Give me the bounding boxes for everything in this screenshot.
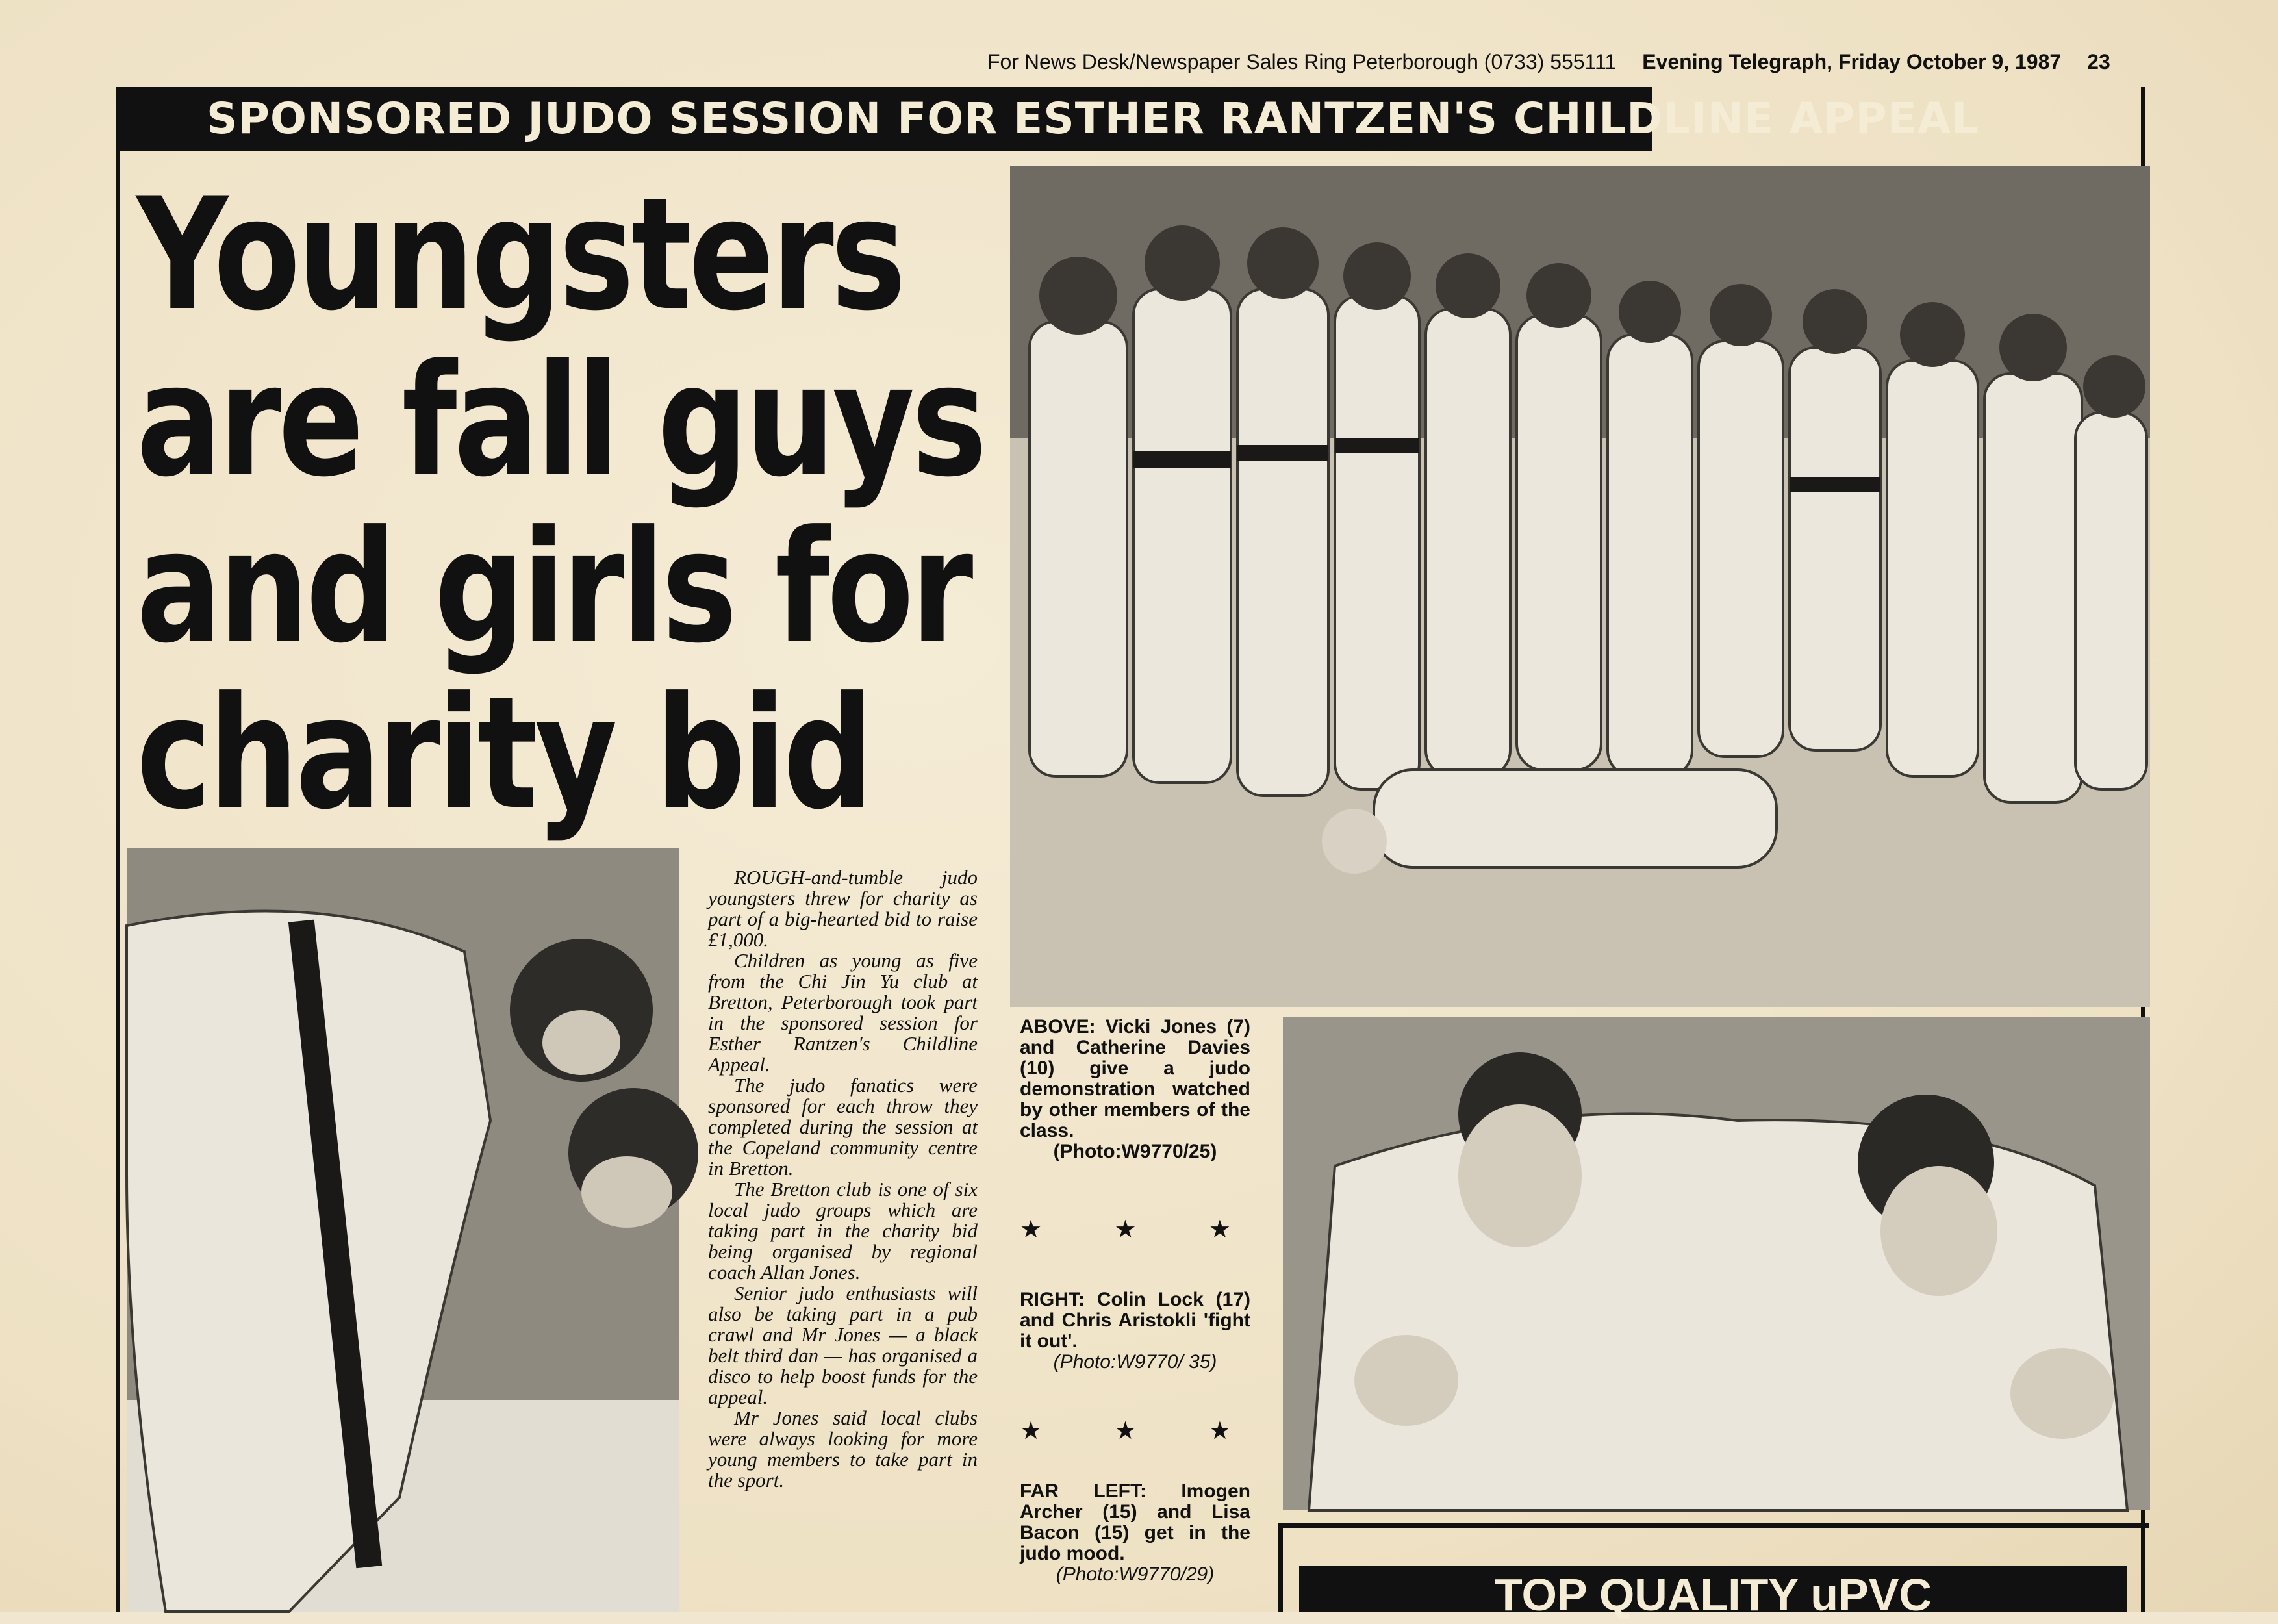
- caption-above-credit: (Photo:W9770/25): [1053, 1141, 1217, 1162]
- headline-line-3: and girls for: [136, 498, 970, 678]
- star-icon: ★: [1114, 1216, 1137, 1243]
- sales-line: For News Desk/Newspaper Sales Ring Peterborough (0733) 555111: [987, 49, 1617, 73]
- star-icon: ★: [1114, 1417, 1137, 1445]
- far-left-judo-photo-art: [127, 848, 679, 1612]
- caption-above-text: ABOVE: Vicki Jones (7) and Catherine Davies (10) give a judo demonstration watched by other members of the class.: [1020, 1016, 1250, 1141]
- right-judo-photo-art: [1283, 1017, 2150, 1510]
- page-number: 23: [2087, 49, 2110, 73]
- article-body: [708, 867, 978, 1608]
- caption-right: [1020, 1289, 1250, 1373]
- caption-right-text: RIGHT: Colin Lock (17) and Chris Aristokli 'fight it out'.: [1020, 1289, 1250, 1352]
- far-left-judo-photo: [127, 848, 679, 1612]
- right-judo-photo: [1283, 1017, 2150, 1510]
- article-paragraph: ROUGH-and-tumble judo youngsters threw for charity as part of a big-hearted bid to raise £1,000.: [708, 866, 978, 951]
- caption-far-left: [1020, 1481, 1250, 1585]
- headline: [136, 165, 984, 844]
- star-icon: ★: [1208, 1216, 1231, 1243]
- star-icon: ★: [1208, 1417, 1231, 1445]
- caption-right-credit: (Photo:W9770/ 35): [1053, 1351, 1217, 1373]
- folio-line: [987, 45, 2170, 78]
- star-divider: [1020, 1215, 1231, 1244]
- caption-far-left-text: FAR LEFT: Imogen Archer (15) and Lisa Bacon (15) get in the judo mood.: [1020, 1480, 1250, 1564]
- article-paragraph: Senior judo enthusiasts will also be taking part in a pub crawl and Mr Jones — a black belt third dan — has organised a disco to help boost funds for the appeal.: [708, 1282, 978, 1408]
- article-paragraph: The Bretton club is one of six local judo groups which are taking part in the charity bid being organised by regional coach Allan Jones.: [708, 1178, 978, 1284]
- kicker-banner: SPONSORED JUDO SESSION FOR ESTHER RANTZEN'S CHILDLINE APPEAL: [116, 87, 1652, 151]
- advert-headline: TOP QUALITY uPVC: [1299, 1566, 2127, 1612]
- star-icon: ★: [1020, 1216, 1043, 1243]
- group-judo-photo: [1010, 166, 2150, 1007]
- headline-line-4: charity bid: [136, 664, 871, 844]
- caption-above: [1020, 1017, 1250, 1162]
- headline-line-1: Youngsters: [136, 165, 904, 345]
- paper-date: Evening Telegraph, Friday October 9, 1987: [1642, 49, 2062, 73]
- article-paragraph: The judo fanatics were sponsored for each throw they completed during the session at the Copeland community centre in Bretton.: [708, 1074, 978, 1180]
- star-divider: [1020, 1416, 1231, 1445]
- star-icon: ★: [1020, 1417, 1043, 1445]
- group-judo-photo-art: [1010, 166, 2150, 1007]
- caption-far-left-credit: (Photo:W9770/29): [1056, 1564, 1215, 1585]
- article-paragraph: Children as young as five from the Chi Jin Yu club at Bretton, Peterborough took part in the sponsored session for Esther Rantzen's Childline Appeal.: [708, 949, 978, 1076]
- headline-line-2: are fall guys: [136, 331, 984, 511]
- article-paragraph: Mr Jones said local clubs were always looking for more young members to take part in the sport.: [708, 1406, 978, 1491]
